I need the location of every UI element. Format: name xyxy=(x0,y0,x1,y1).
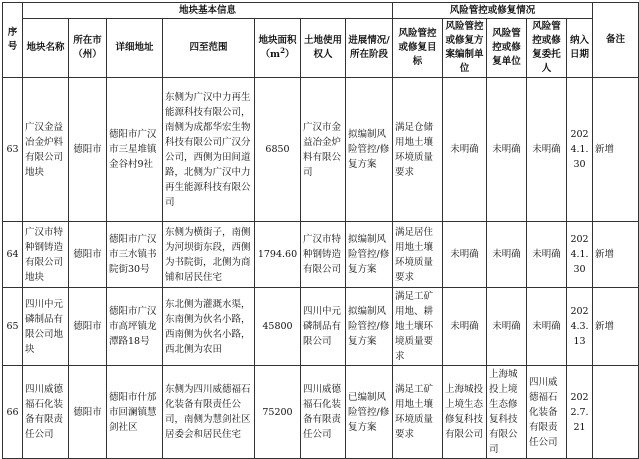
cell-client: 四川威德福石化装备有限责任公司 xyxy=(527,366,567,459)
cell-exec-unit: 未明确 xyxy=(487,78,527,222)
cell-seq: 66 xyxy=(3,366,23,459)
header-plan-unit: 风险管控或修复方案编制单位 xyxy=(443,19,487,78)
cell-target: 满足工矿用地土壤环境质量要求 xyxy=(393,366,443,459)
cell-client: 未明确 xyxy=(527,78,567,222)
cell-seq: 63 xyxy=(3,78,23,222)
cell-owner: 广汉市特种钢铸造有限公司 xyxy=(301,222,346,288)
table-row xyxy=(3,366,639,459)
cell-seq: 65 xyxy=(3,288,23,366)
header-area-sup: 2 xyxy=(280,45,285,55)
cell-boundary: 东侧为广汉中力再生能源科技有限公司，南侧为成都华宏生物科技有限公司广汉分公司，西侧为田间道路，北侧为广汉中力再生能源科技有限公司 xyxy=(163,78,255,222)
cell-city: 德阳市 xyxy=(69,222,107,288)
cell-address: 德阳市广汉市三星堆镇金谷村9社 xyxy=(107,78,163,222)
cell-note: 新增 xyxy=(593,222,639,288)
cell-plan-unit: 未明确 xyxy=(443,222,487,288)
cell-owner: 四川威德福石化装备有限责任公司 xyxy=(301,366,346,459)
cell-city: 德阳市 xyxy=(69,78,107,222)
cell-exec-unit: 未明确 xyxy=(487,288,527,366)
cell-city: 德阳市 xyxy=(69,366,107,459)
header-target: 风险管控或修复目标 xyxy=(393,19,443,78)
header-seq: 序号 xyxy=(3,3,23,78)
cell-boundary: 东侧为四川威德福石化装备有限责任公司，南侧为慧剑社区居委会和居民住宅 xyxy=(163,366,255,459)
cell-progress: 拟编制风险管控/修复方案 xyxy=(346,288,393,366)
cell-area: 6850 xyxy=(255,78,301,222)
cell-note: 新增 xyxy=(593,78,639,222)
cell-exec-unit: 上海城投上境生态修复科技有限公司 xyxy=(487,366,527,459)
site-list-table xyxy=(2,2,639,459)
cell-target: 满足仓储用地土壤环境质量要求 xyxy=(393,78,443,222)
header-group-basic: 地块基本信息 xyxy=(23,3,393,19)
header-note: 备注 xyxy=(593,3,639,78)
cell-plan-unit: 上海城投上境生态修复科技有限公司 xyxy=(443,366,487,459)
cell-progress: 拟编制风险管控/修复方案 xyxy=(346,78,393,222)
cell-progress: 拟编制风险管控/修复方案 xyxy=(346,222,393,288)
cell-address: 德阳市广汉市高坪镇龙潭路18号 xyxy=(107,288,163,366)
cell-seq: 64 xyxy=(3,222,23,288)
header-owner: 土地使用权人 xyxy=(301,19,346,78)
cell-name: 四川威德福石化装备有限责任公司 xyxy=(23,366,69,459)
cell-boundary: 东北侧为灌溉水渠，东南侧为伙名小路，西南侧为伙名小路，西北侧为农田 xyxy=(163,288,255,366)
cell-date: 2024.3.13 xyxy=(567,288,593,366)
header-address: 详细地址 xyxy=(107,19,163,78)
cell-target: 满足工矿用地、耕地土壤环境质量要求 xyxy=(393,288,443,366)
cell-progress: 已编制风险管控/修复方案 xyxy=(346,366,393,459)
header-area-text: 地块面积（m xyxy=(258,35,297,60)
cell-owner: 广汉市金益冶金炉料有限公司 xyxy=(301,78,346,222)
table-row xyxy=(3,78,639,222)
cell-area: 75200 xyxy=(255,366,301,459)
header-group-row xyxy=(3,3,639,19)
header-row xyxy=(3,19,639,78)
header-exec-unit: 风险管控或修复单位 xyxy=(487,19,527,78)
header-area-close: ） xyxy=(284,49,295,60)
header-name: 地块名称 xyxy=(23,19,69,78)
header-boundary: 四至范围 xyxy=(163,19,255,78)
header-area xyxy=(255,19,301,78)
cell-boundary: 东侧为横街子，南侧为河坝街东段，西侧为书院街，北侧为商铺和居民住宅 xyxy=(163,222,255,288)
cell-area: 1794.60 xyxy=(255,222,301,288)
cell-client: 未明确 xyxy=(527,288,567,366)
cell-client: 未明确 xyxy=(527,222,567,288)
cell-owner: 四川中元磷制品有限公司 xyxy=(301,288,346,366)
cell-plan-unit: 未明确 xyxy=(443,288,487,366)
cell-name: 广汉金益冶金炉料有限公司地块 xyxy=(23,78,69,222)
cell-plan-unit: 未明确 xyxy=(443,78,487,222)
header-group-risk: 风险管控或修复情况 xyxy=(393,3,593,19)
table-row xyxy=(3,288,639,366)
cell-name: 四川中元磷制品有限公司地块 xyxy=(23,288,69,366)
cell-address: 德阳市什邡市回澜镇慧剑社区 xyxy=(107,366,163,459)
cell-address: 德阳市广汉市三水镇书院街30号 xyxy=(107,222,163,288)
cell-exec-unit: 未明确 xyxy=(487,222,527,288)
header-progress: 进展情况/所在阶段 xyxy=(346,19,393,78)
header-client: 风险管控或修复委托人 xyxy=(527,19,567,78)
cell-note: 新增 xyxy=(593,288,639,366)
cell-area: 45800 xyxy=(255,288,301,366)
cell-target: 满足居住用地土壤环境质量要求 xyxy=(393,222,443,288)
cell-city: 德阳市 xyxy=(69,288,107,366)
cell-date: 2024.1.30 xyxy=(567,78,593,222)
cell-date: 2022.7.21 xyxy=(567,366,593,459)
cell-name: 广汉市特种钢铸造有限公司地块 xyxy=(23,222,69,288)
header-date: 纳入日期 xyxy=(567,19,593,78)
header-city: 所在市（州） xyxy=(69,19,107,78)
cell-note xyxy=(593,366,639,459)
cell-date: 2024.1.30 xyxy=(567,222,593,288)
table-row xyxy=(3,222,639,288)
